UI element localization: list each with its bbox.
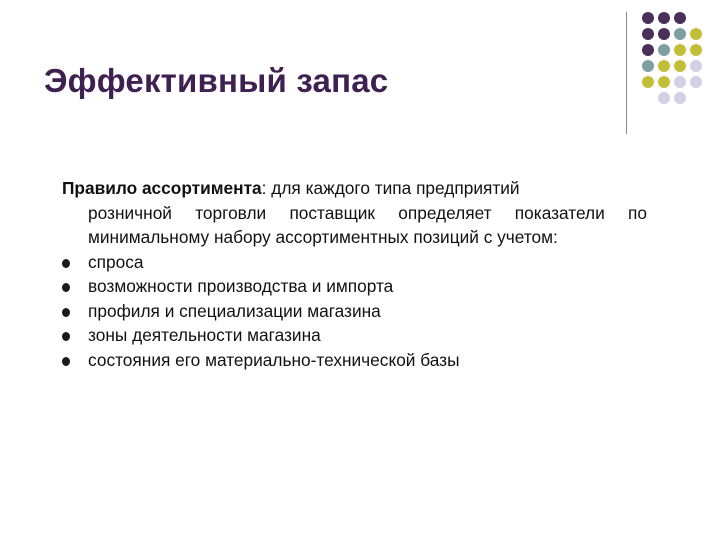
decor-dot bbox=[690, 12, 702, 24]
decor-dot bbox=[690, 76, 702, 88]
decor-dot bbox=[642, 28, 654, 40]
list-item bbox=[62, 299, 647, 324]
criteria-list bbox=[62, 250, 647, 373]
decor-dot bbox=[642, 44, 654, 56]
decor-dot bbox=[690, 92, 702, 104]
decor-dot bbox=[658, 92, 670, 104]
vertical-divider bbox=[626, 12, 627, 134]
dot-grid-decoration bbox=[640, 10, 704, 106]
bullet-icon bbox=[62, 308, 70, 317]
bullet-icon bbox=[62, 357, 70, 366]
list-item-text: состояния его материально-технической базы bbox=[88, 349, 460, 370]
list-item-text: зоны деятельности магазина bbox=[88, 325, 321, 345]
decor-dot bbox=[690, 28, 702, 40]
decor-dot bbox=[690, 60, 702, 72]
decor-dot bbox=[658, 76, 670, 88]
decor-dot bbox=[658, 28, 670, 40]
list-item bbox=[62, 348, 647, 373]
slide-title: Эффективный запас bbox=[44, 62, 389, 99]
decor-dot bbox=[658, 60, 670, 72]
decor-dot bbox=[642, 92, 654, 104]
decor-dot bbox=[674, 76, 686, 88]
rule-text-rest: розничной торговли поставщик определяет показатели по минимальному набору ассортиментных позиций с учетом: bbox=[88, 202, 647, 247]
decor-dot bbox=[674, 60, 686, 72]
decor-dot bbox=[658, 44, 670, 56]
slide-body bbox=[62, 176, 647, 372]
decor-dot bbox=[690, 44, 702, 56]
list-item-text: спроса bbox=[88, 251, 144, 272]
bullet-icon bbox=[62, 332, 70, 341]
rule-paragraph bbox=[62, 176, 647, 250]
decor-dot bbox=[642, 76, 654, 88]
decor-dot bbox=[674, 44, 686, 56]
rule-text-line1: : для каждого типа предприятий bbox=[261, 178, 520, 198]
list-item bbox=[62, 250, 647, 275]
list-item bbox=[62, 274, 647, 299]
bullet-icon bbox=[62, 283, 70, 292]
list-item-text: профиля и специализации магазина bbox=[88, 300, 381, 321]
decor-dot bbox=[642, 60, 654, 72]
list-item-text: возможности производства и импорта bbox=[88, 276, 394, 296]
list-item bbox=[62, 323, 647, 348]
decor-dot bbox=[658, 12, 670, 24]
decor-dot bbox=[642, 12, 654, 24]
bullet-icon bbox=[62, 259, 70, 268]
decor-dot bbox=[674, 12, 686, 24]
decor-dot bbox=[674, 92, 686, 104]
rule-term: Правило ассортимента bbox=[62, 178, 262, 198]
decor-dot bbox=[674, 28, 686, 40]
